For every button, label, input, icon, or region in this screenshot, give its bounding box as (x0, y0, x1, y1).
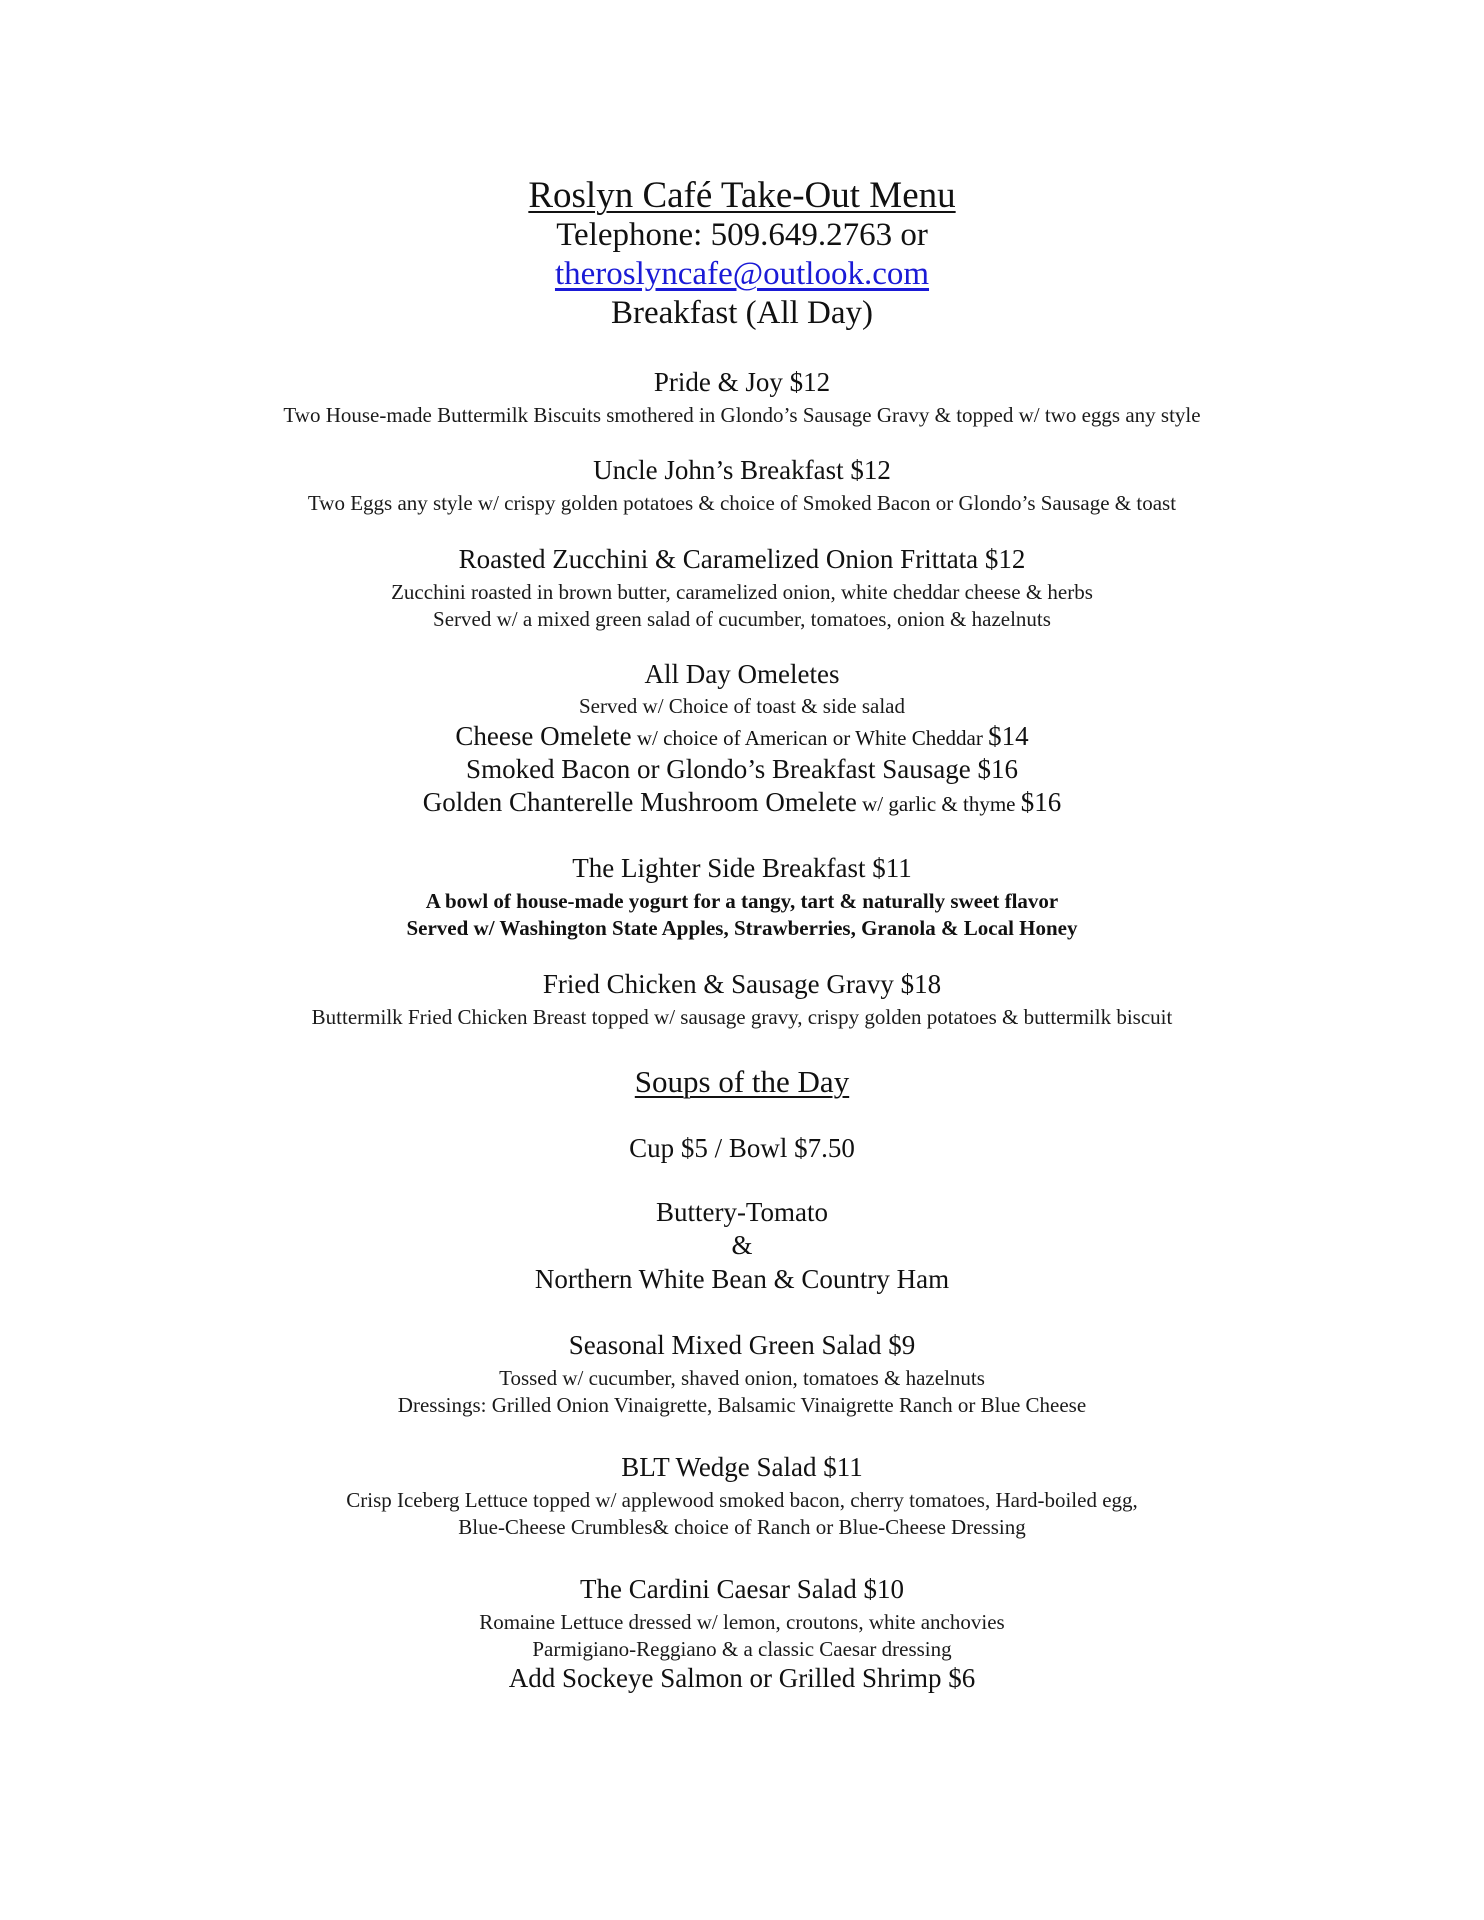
email-link[interactable]: theroslyncafe@outlook.com (554, 256, 930, 292)
cheese-omelete-line (0, 721, 1484, 752)
cheese-omelete-name: Cheese Omelete (455, 721, 632, 751)
item-desc-omeletes: Served w/ Choice of toast & side salad (578, 694, 905, 718)
caesar-addon: Add Sockeye Salmon or Grilled Shrimp $6 (508, 1663, 976, 1693)
telephone-line: Telephone: 509.649.2763 or (556, 217, 928, 253)
cheese-omelete-desc: w/ choice of American or White Cheddar (631, 726, 989, 750)
bacon-sausage-omelete: Smoked Bacon or Glondo’s Breakfast Sausage $16 (466, 754, 1018, 784)
item-title-uncle-john: Uncle John’s Breakfast $12 (593, 455, 891, 485)
item-title-omeletes: All Day Omeletes (644, 659, 840, 689)
item-desc-caesar-salad-1: Romaine Lettuce dressed w/ lemon, croutons, white anchovies (479, 1610, 1005, 1634)
item-desc-lighter-side-1: A bowl of house-made yogurt for a tangy, tart & naturally sweet flavor (425, 889, 1059, 913)
item-desc-blt-salad-1: Crisp Iceberg Lettuce topped w/ applewood smoked bacon, cherry tomatoes, Hard-boiled egg, (346, 1488, 1138, 1512)
page-title: Roslyn Café Take-Out Menu (528, 175, 956, 216)
item-title-blt-salad: BLT Wedge Salad $11 (621, 1452, 863, 1482)
email-line (0, 256, 1484, 294)
soups-heading: Soups of the Day (634, 1064, 850, 1099)
cheese-omelete-price: $14 (988, 721, 1029, 751)
item-desc-caesar-salad-2: Parmigiano-Reggiano & a classic Caesar dressing (532, 1637, 952, 1661)
item-desc-fried-chicken: Buttermilk Fried Chicken Breast topped w/ sausage gravy, crispy golden potatoes & buttermilk biscuit (311, 1005, 1173, 1029)
breakfast-heading: Breakfast (All Day) (610, 295, 874, 331)
soup-white-bean: Northern White Bean & Country Ham (534, 1264, 950, 1294)
item-desc-lighter-side-2: Served w/ Washington State Apples, Strawberries, Granola & Local Honey (406, 916, 1078, 940)
item-title-frittata: Roasted Zucchini & Caramelized Onion Frittata $12 (458, 544, 1026, 574)
item-title-lighter-side: The Lighter Side Breakfast $11 (572, 853, 912, 883)
chanterelle-omelete-desc: w/ garlic & thyme (856, 792, 1021, 816)
item-desc-frittata-1: Zucchini roasted in brown butter, caramelized onion, white cheddar cheese & herbs (391, 580, 1093, 604)
item-desc-pride-joy: Two House-made Buttermilk Biscuits smothered in Glondo’s Sausage Gravy & topped w/ two eggs any style (283, 403, 1201, 427)
chanterelle-omelete-price: $16 (1020, 787, 1062, 817)
soup-price: Cup $5 / Bowl $7.50 (629, 1133, 855, 1163)
item-desc-uncle-john: Two Eggs any style w/ crispy golden potatoes & choice of Smoked Bacon or Glondo’s Sausage & toast (307, 491, 1177, 515)
item-desc-frittata-2: Served w/ a mixed green salad of cucumber, tomatoes, onion & hazelnuts (433, 607, 1051, 631)
item-desc-seasonal-salad-2: Dressings: Grilled Onion Vinaigrette, Balsamic Vinaigrette Ranch or Blue Cheese (397, 1393, 1087, 1417)
soup-ampersand: & (731, 1230, 753, 1260)
item-desc-seasonal-salad-1: Tossed w/ cucumber, shaved onion, tomatoes & hazelnuts (499, 1366, 985, 1390)
item-desc-blt-salad-2: Blue-Cheese Crumbles& choice of Ranch or Blue-Cheese Dressing (458, 1515, 1026, 1539)
soup-buttery-tomato: Buttery-Tomato (655, 1197, 829, 1227)
chanterelle-omelete-line (0, 787, 1484, 818)
item-title-caesar-salad: The Cardini Caesar Salad $10 (580, 1574, 904, 1604)
item-title-fried-chicken: Fried Chicken & Sausage Gravy $18 (542, 969, 942, 999)
chanterelle-omelete-name: Golden Chanterelle Mushroom Omelete (422, 787, 857, 817)
item-title-seasonal-salad: Seasonal Mixed Green Salad $9 (568, 1330, 916, 1360)
item-title-pride-joy: Pride & Joy $12 (653, 367, 831, 397)
